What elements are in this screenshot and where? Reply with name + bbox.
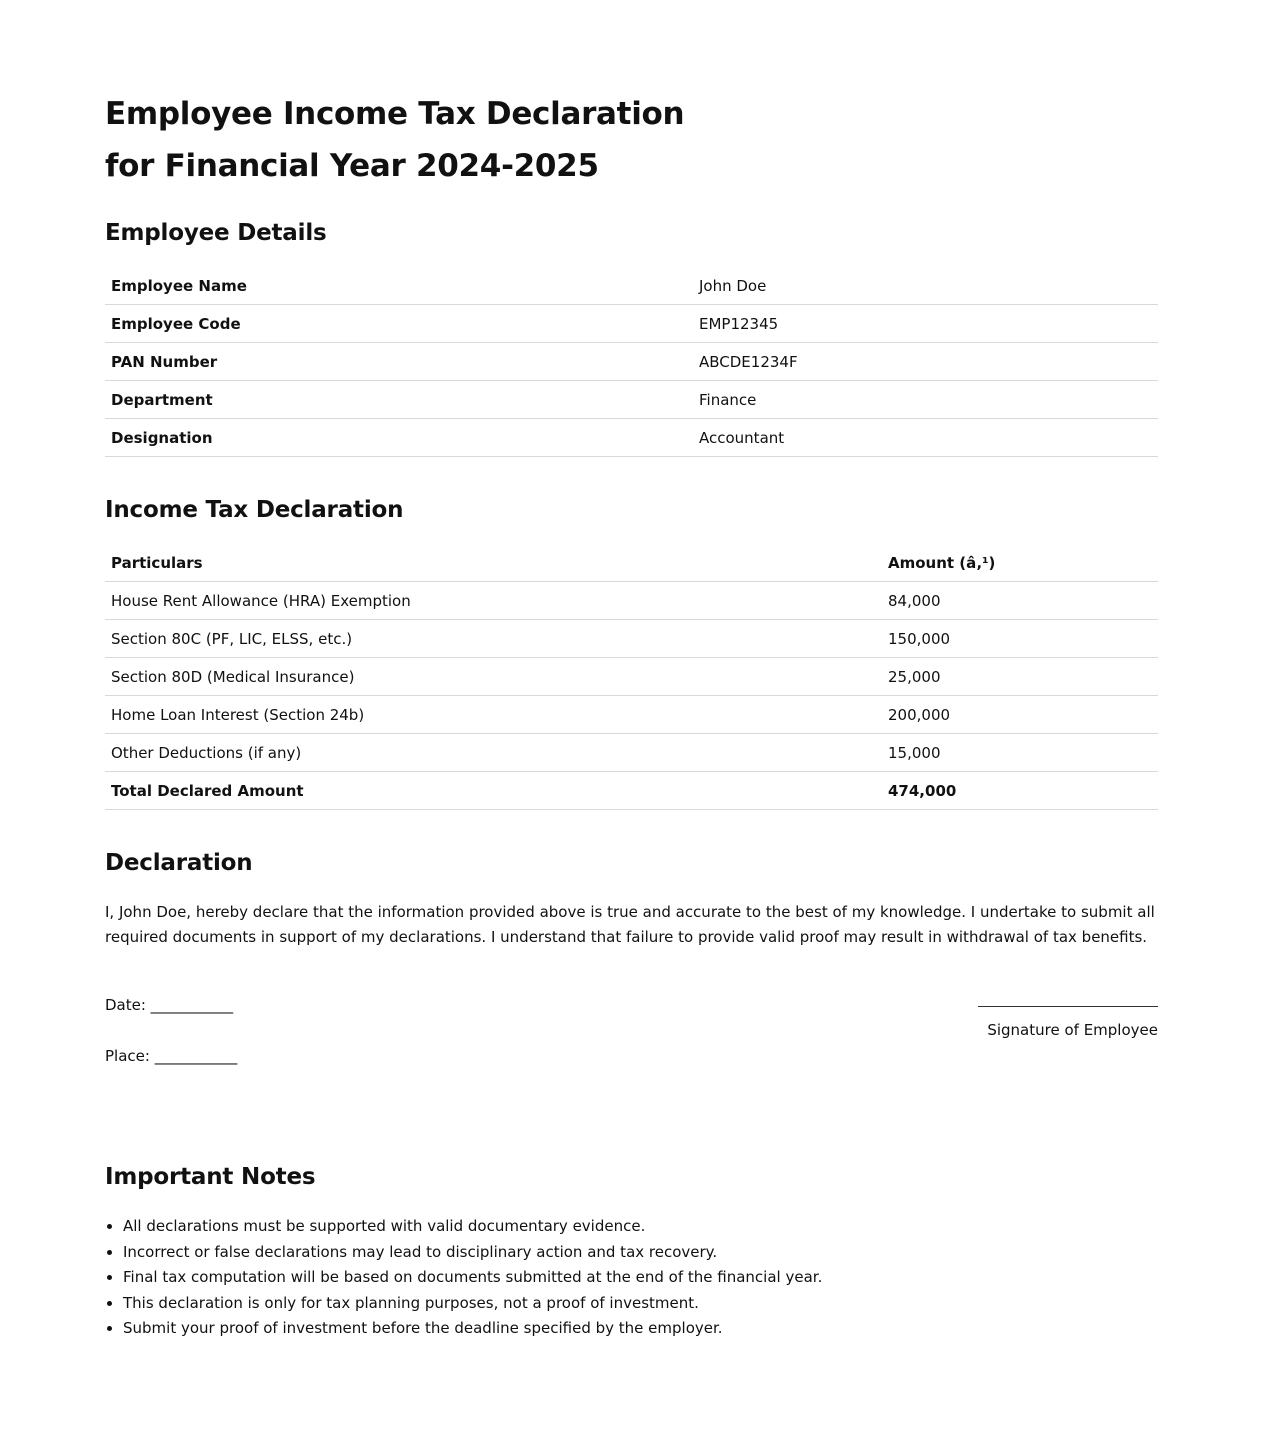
table-row (105, 734, 1158, 772)
title-line-2: for Financial Year 2024-2025 (105, 148, 599, 184)
income-tax-heading: Income Tax Declaration (105, 497, 404, 523)
amount-cell: 150,000 (882, 620, 1158, 658)
signature-label: Signature of Employee (987, 1021, 1158, 1039)
signature-line (978, 1006, 1158, 1007)
employee-name-label: Employee Name (105, 267, 693, 305)
total-label: Total Declared Amount (105, 772, 882, 810)
employee-details-heading: Employee Details (105, 220, 327, 246)
employee-code-value: EMP12345 (693, 305, 1158, 343)
page-title (105, 88, 1158, 192)
particular-cell: Other Deductions (if any) (105, 734, 882, 772)
amount-cell: 25,000 (882, 658, 1158, 696)
table-row (105, 305, 1158, 343)
total-amount: 474,000 (882, 772, 1158, 810)
title-line-1: Employee Income Tax Declaration (105, 96, 685, 132)
table-row (105, 267, 1158, 305)
date-field: Date: ___________ (105, 996, 234, 1014)
table-row (105, 658, 1158, 696)
table-header-row (105, 544, 1158, 582)
designation-label: Designation (105, 419, 693, 457)
table-row (105, 696, 1158, 734)
particular-cell: Section 80C (PF, LIC, ELSS, etc.) (105, 620, 882, 658)
particular-cell: Section 80D (Medical Insurance) (105, 658, 882, 696)
particular-cell: House Rent Allowance (HRA) Exemption (105, 582, 882, 620)
list-item: • This declaration is only for tax planning purposes, not a proof of investment. (123, 1291, 1158, 1317)
department-value: Finance (693, 381, 1158, 419)
amount-column-header: Amount (â‚¹) (882, 544, 1158, 582)
declaration-heading: Declaration (105, 850, 253, 876)
signature-block (105, 996, 1158, 1106)
amount-cell: 84,000 (882, 582, 1158, 620)
document-page (105, 88, 1158, 1338)
pan-number-label: PAN Number (105, 343, 693, 381)
pan-number-value: ABCDE1234F (693, 343, 1158, 381)
amount-cell: 15,000 (882, 734, 1158, 772)
particulars-column-header: Particulars (105, 544, 882, 582)
place-field: Place: ___________ (105, 1047, 238, 1065)
list-item: • Submit your proof of investment before the deadline specified by the employer. (123, 1316, 1158, 1342)
table-row (105, 381, 1158, 419)
table-row (105, 582, 1158, 620)
amount-cell: 200,000 (882, 696, 1158, 734)
table-row (105, 620, 1158, 658)
income-tax-table (105, 544, 1158, 810)
notes-list (105, 1214, 1158, 1342)
list-item: • Incorrect or false declarations may lead to disciplinary action and tax recovery. (123, 1240, 1158, 1266)
particular-cell: Home Loan Interest (Section 24b) (105, 696, 882, 734)
list-item: • All declarations must be supported with valid documentary evidence. (123, 1214, 1158, 1240)
employee-code-label: Employee Code (105, 305, 693, 343)
designation-value: Accountant (693, 419, 1158, 457)
employee-name-value: John Doe (693, 267, 1158, 305)
employee-details-table (105, 267, 1158, 457)
declaration-text: I, John Doe, hereby declare that the information provided above is true and accurate to the best of my knowledge. I undertake to submit all required documents in support of my declarations. I understand that failure to provide valid proof may result in withdrawal of tax benefits. (105, 903, 1155, 946)
total-row (105, 772, 1158, 810)
department-label: Department (105, 381, 693, 419)
list-item: • Final tax computation will be based on documents submitted at the end of the financial year. (123, 1265, 1158, 1291)
important-notes-heading: Important Notes (105, 1164, 316, 1190)
table-row (105, 343, 1158, 381)
table-row (105, 419, 1158, 457)
